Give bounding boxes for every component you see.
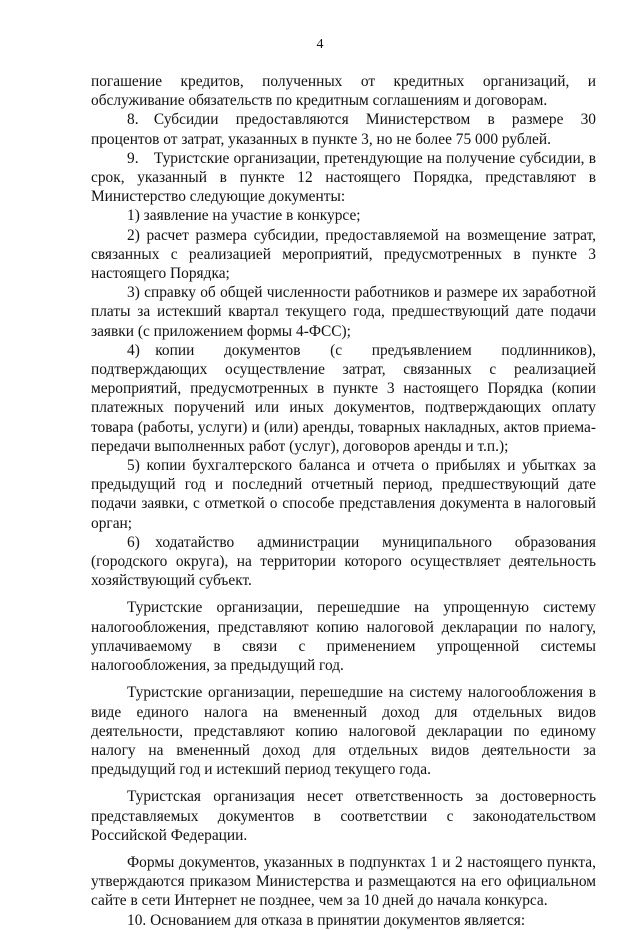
paragraph-item-10: 10. Основанием для отказа в принятии документов является: bbox=[127, 911, 526, 929]
paragraph-simplified-tax: Туристские организации, перешедшие на упрощенную систему налогообложения, представляют копию налоговой декларации по налогу, уплачиваемому в связи с применением упрощенной системы налогообложения, за предыдущий год. bbox=[91, 599, 596, 675]
page-number: 4 bbox=[316, 37, 324, 52]
paragraph-imputed-tax: Туристские организации, перешедшие на систему налогообложения в виде единого налога на вмененный доход для отдельных видов деятельности, представляют копию налоговой декларации по единому налогу на вмененный доход для отдельных видов деятельности за предыдущий год и истекший период текущего года. bbox=[91, 684, 596, 779]
document-body bbox=[91, 72, 596, 930]
subitem-4: 4) копии документов (с предъявлением подлинников), подтверждающих осуществление затрат, связанных с реализацией мероприятий, предусмотренных в пункте 3 настоящего Порядка (копии платежных поручений или иных документов, подтверждающих оплату товара (работы, услуги) и (или) аренды, товарных накладных, актов приема-передачи выполненных работ (услуг), договоров аренды и т.п.); bbox=[91, 341, 596, 455]
subitem-1: 1) заявление на участие в конкурсе; bbox=[127, 207, 361, 225]
subitem-3: 3) справку об общей численности работников и размере их заработной платы за истекший квартал текущего года, предшествующий дате подачи заявки (с приложением формы 4-ФСС); bbox=[91, 284, 596, 340]
paragraph-document-forms: Формы документов, указанных в подпунктах 1 и 2 настоящего пункта, утверждаются приказом Министерства и размещаются на его официальном сайте в сети Интернет не позднее, чем за 10 дней до начала конкурса. bbox=[91, 853, 596, 910]
paragraph-responsibility: Туристская организация несет ответственность за достоверность представляемых документов в соответствии с законодательством Российской Федерации. bbox=[91, 788, 596, 844]
paragraph-item-8: 8. Субсидии предоставляются Министерством в размере 30 процентов от затрат, указанных в пункте 3, но не более 75 000 рублей. bbox=[91, 111, 596, 148]
subitem-6: 6) ходатайство администрации муниципального образования (городского округа), на территории которого осуществляет деятельность хозяйствующий субъект. bbox=[91, 533, 596, 590]
subitem-2: 2) расчет размера субсидии, предоставляемой на возмещение затрат, связанных с реализацией мероприятий, предусмотренных в пункте 3 настоящего Порядка; bbox=[91, 226, 596, 283]
paragraph-continuation: погашение кредитов, полученных от кредитных организаций, и обслуживание обязательств по кредитным соглашениям и договорам. bbox=[91, 73, 596, 110]
paragraph-item-9: 9. Туристские организации, претендующие на получение субсидии, в срок, указанный в пункте 12 настоящего Порядка, представляют в Министерство следующие документы: bbox=[91, 149, 596, 206]
subitem-5: 5) копии бухгалтерского баланса и отчета о прибылях и убытках за предыдущий год и последний отчетный период, предшествующий дате подачи заявки, с отметкой о способе представления документа в налоговый орган; bbox=[91, 457, 596, 532]
